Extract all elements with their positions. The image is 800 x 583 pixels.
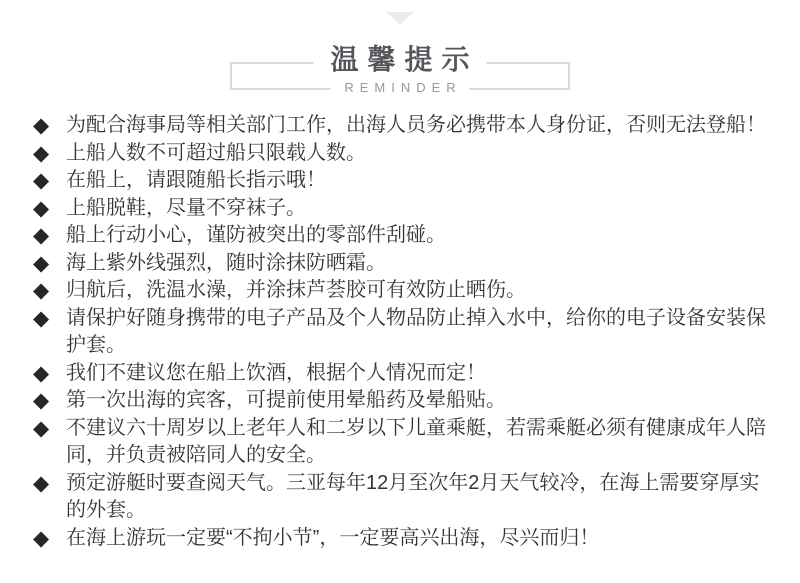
list-item-text: 在船上，请跟随船长指示哦！ (66, 169, 326, 191)
list-item (33, 112, 770, 140)
list-item (33, 140, 770, 168)
list-item-text: 不建议六十周岁以上老年人和二岁以下儿童乘艇，若需乘艇必须有健康成年人陪同，并负责被陪同人的安全。 (66, 416, 766, 466)
diamond-bullet-icon: ◆ (33, 114, 50, 137)
list-item-text: 海上紫外线强烈，随时涂抹防晒霜。 (66, 251, 386, 274)
diamond-bullet-icon: ◆ (33, 224, 50, 247)
diamond-bullet-icon: ◆ (33, 141, 50, 165)
diamond-bullet-icon: ◆ (33, 416, 50, 440)
list-item (33, 250, 770, 278)
list-item-text: 归航后，洗温水澡，并涂抹芦荟胶可有效防止晒伤。 (66, 279, 526, 301)
list-item-text: 为配合海事局等相关部门工作，出海人员务必携带本人身份证，否则无法登船！ (66, 114, 766, 136)
list-item (33, 305, 770, 360)
list-item-text: 第一次出海的宾客，可提前使用晕船药及晕船贴。 (66, 389, 506, 411)
diamond-bullet-icon: ◆ (33, 471, 50, 495)
list-item (33, 415, 770, 470)
section-title: 温馨提示 (313, 44, 486, 76)
list-item (33, 470, 770, 525)
diamond-bullet-icon: ◆ (33, 361, 50, 385)
diamond-bullet-icon: ◆ (33, 389, 50, 412)
diamond-bullet-icon: ◆ (33, 251, 50, 275)
diamond-bullet-icon: ◆ (33, 526, 50, 550)
list-item (33, 167, 770, 195)
list-item-text: 预定游艇时要查阅天气。三亚每年12月至次年2月天气较冷，在海上需要穿厚实的外套。 (66, 471, 760, 521)
list-item (33, 525, 770, 553)
diamond-bullet-icon: ◆ (33, 306, 50, 330)
list-item (33, 387, 770, 415)
list-item-text: 上船脱鞋，尽量不穿袜子。 (66, 196, 306, 219)
list-item-text: 请保护好随身携带的电子产品及个人物品防止掉入水中，给你的电子设备安装保护套。 (66, 306, 766, 356)
triangle-down-icon (386, 12, 414, 25)
reminder-list (33, 112, 770, 552)
list-item-text: 我们不建议您在船上饮酒，根据个人情况而定！ (66, 361, 486, 384)
list-item-text: 上船人数不可超过船只限载人数。 (66, 141, 366, 164)
list-item (33, 277, 770, 305)
diamond-bullet-icon: ◆ (33, 196, 50, 220)
list-item (33, 360, 770, 388)
section-header (230, 44, 570, 95)
list-item (33, 195, 770, 223)
diamond-bullet-icon: ◆ (33, 279, 50, 302)
section-subtitle: REMINDER (330, 80, 469, 96)
diamond-bullet-icon: ◆ (33, 169, 50, 192)
list-item-text: 在海上游玩一定要“不拘小节”，一定要高兴出海，尽兴而归！ (66, 526, 600, 549)
list-item-text: 船上行动小心，谨防被突出的零部件刮碰。 (66, 224, 446, 246)
list-item (33, 222, 770, 250)
